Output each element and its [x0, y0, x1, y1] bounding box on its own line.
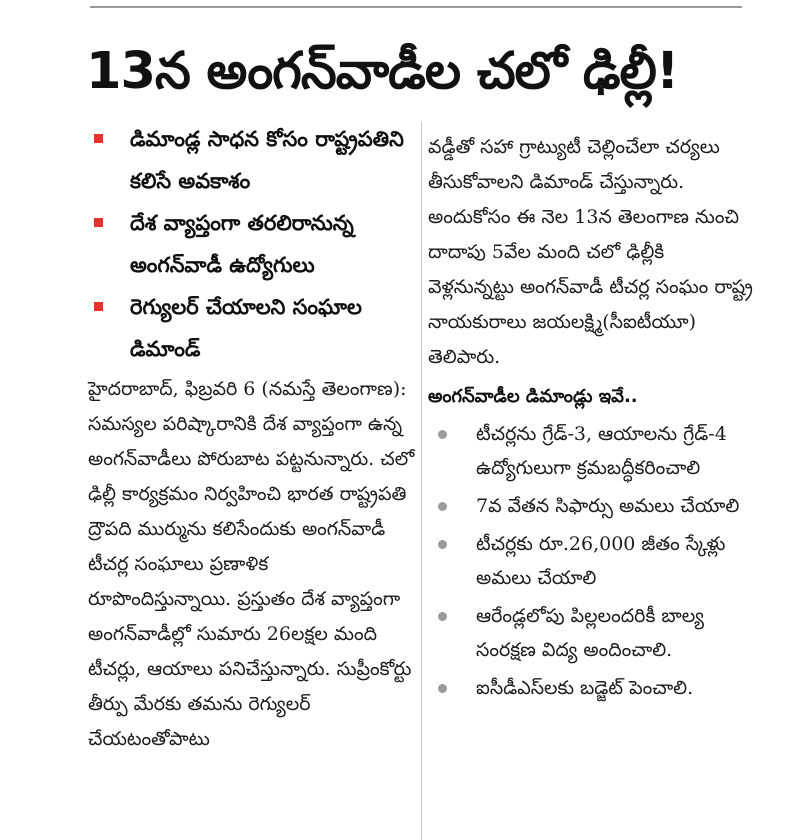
column-divider [421, 122, 422, 840]
round-bullet-icon [438, 502, 447, 511]
demands-heading: అంగన్‌వాడీల డిమాండ్లు ఇవే.. [428, 386, 638, 407]
demand-text: ఐసీడీఎస్‌లకు బడ్జెట్ పెంచాలి. [476, 677, 694, 699]
demand-text: 7వ వేతన సిఫార్సు అమలు చేయాలి [476, 495, 740, 517]
demand-item [428, 489, 754, 523]
demand-text: ఆరేండ్లలోపు పిల్లలందరికీ బాల్య సంరక్షణ విద్య అందించాలి. [476, 605, 704, 661]
top-rule [90, 6, 742, 8]
demand-text: టీచర్లకు రూ.26,000 జీతం స్కేళ్లు అమలు చేయాలి [476, 533, 726, 589]
demands-list [428, 417, 754, 705]
demand-item [428, 599, 754, 667]
square-bullet-icon [94, 302, 103, 311]
highlight-text: దేశ వ్యాప్తంగా తరలిరానున్న అంగన్‌వాడీ ఉద్యోగులు [130, 211, 354, 277]
square-bullet-icon [94, 134, 103, 143]
highlight-item [88, 118, 416, 202]
highlight-text: రెగ్యులర్ చేయాలని సంఘాల డిమాండ్ [130, 295, 362, 361]
left-column [88, 112, 416, 757]
highlight-item [88, 286, 416, 370]
round-bullet-icon [438, 684, 447, 693]
article-body-left: హైదరాబాద్, ఫిబ్రవరి 6 (నమస్తే తెలంగాణ): సమస్యల పరిష్కారానికి దేశ వ్యాప్తంగా ఉన్న అంగన్‌వాడీలు పోరుబాట పట్టనున్నారు. చలో ఢిల్లీ కార్యక్రమం నిర్వహించి భారత రాష్ట్రపతి ద్రౌపది ముర్మును కలిసేందుకు అంగన్‌వాడీ టీచర్ల సంఘాలు ప్రణాళిక రూపొందిస్తున్నాయి. ప్రస్తుతం దేశ వ్యాప్తంగా అంగన్‌వాడీల్లో సుమారు 26లక్షల మంది టీచర్లు, ఆయాలు పనిచేస్తున్నారు. సుప్రీంకోర్టు తీర్పు మేరకు తమను రెగ్యులర్ చేయటంతోపాటు [88, 378, 415, 750]
square-bullet-icon [94, 218, 103, 227]
demand-item [428, 527, 754, 595]
highlight-text: డిమాండ్ల సాధన కోసం రాష్ట్రపతిని కలిసే అవకాశం [130, 127, 404, 193]
round-bullet-icon [438, 430, 447, 439]
article-body-right: వడ్డీతో సహా గ్రాట్యుటీ చెల్లించేలా చర్యలు తీసుకోవాలని డిమాండ్ చేస్తున్నారు. అందుకోసం ఈ నెల 13న తెలంగాణ నుంచి దాదాపు 5వేల మంది చలో ఢిల్లీకి వెళ్లనున్నట్టు అంగన్‌వాడీ టీచర్ల సంఘం రాష్ట్ర నాయకురాలు జయలక్ష్మి(సీఐటీయూ) తెలిపారు. [428, 136, 753, 368]
demand-item [428, 417, 754, 485]
right-column [428, 112, 754, 709]
demand-text: టీచర్లను గ్రేడ్-3, ఆయాలను గ్రేడ్-4 ఉద్యోగులుగా క్రమబద్ధీకరించాలి [476, 423, 727, 479]
highlights-list [88, 118, 416, 370]
headline: 13న అంగన్‌వాడీల చలో ఢిల్లీ! [86, 42, 679, 101]
round-bullet-icon [438, 540, 447, 549]
highlight-item [88, 202, 416, 286]
demand-item [428, 671, 754, 705]
round-bullet-icon [438, 612, 447, 621]
